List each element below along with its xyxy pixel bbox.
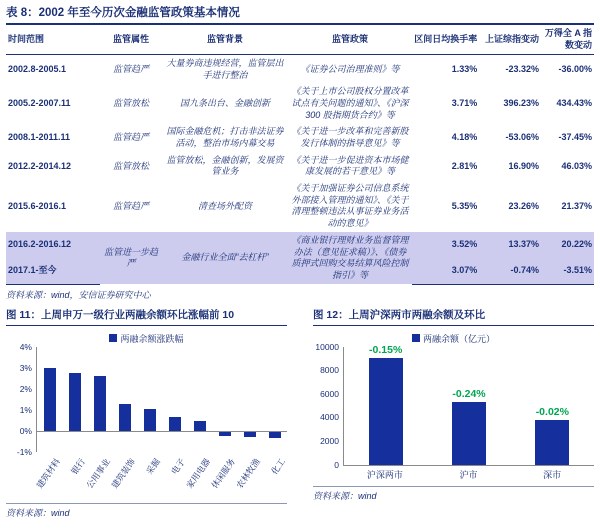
- col-header-szcomp: 上证综指变动: [479, 25, 541, 55]
- y-tick-label: 3%: [19, 362, 32, 373]
- y-axis-labels: [313, 341, 343, 470]
- bar: [535, 420, 569, 464]
- x-category-label: 建筑材料: [33, 456, 62, 490]
- x-category-label: 银行: [68, 456, 87, 476]
- cell-policy: 《关于进一步促进资本市场健康发展的若干意见》等: [291, 154, 409, 177]
- cell-szcomp: -23.32%: [505, 63, 540, 74]
- cell-attr-merged: 监管进一步趋严: [100, 232, 162, 284]
- cell-time: 2015.6-2016.1: [8, 200, 67, 211]
- x-category-label: 化工: [269, 456, 288, 476]
- cell-attr: 监管趋严: [112, 63, 149, 74]
- x-category-label: 家用电器: [184, 456, 213, 490]
- x-category-label: 农林牧渔: [234, 456, 263, 490]
- bar: [44, 368, 56, 431]
- legend-label: 两融余额涨跌幅: [120, 333, 184, 344]
- cell-szcomp: 396.23%: [503, 97, 540, 108]
- y-tick-label: 2%: [19, 383, 32, 394]
- plot-area: [343, 344, 594, 466]
- y-tick-label: 0%: [19, 425, 32, 436]
- bar: [194, 421, 206, 430]
- y-tick-label: 6000: [320, 388, 339, 399]
- bar-data-label: -0.02%: [535, 406, 569, 419]
- table-row: [6, 124, 594, 152]
- legend-label: 两融余额（亿元）: [422, 333, 495, 344]
- figure-11-source: 资料来源：wind: [6, 507, 70, 518]
- bar: [144, 409, 156, 431]
- y-tick-label: 10000: [315, 341, 339, 352]
- cell-policy-merged: 《商业银行理财业务监督管理办法（意见征求稿）》、《债券质押式回购交易结算风险控制指引》等: [288, 232, 411, 284]
- x-axis-category-labels: [343, 468, 594, 481]
- cell-attr: 监管趋严: [112, 132, 149, 143]
- col-header-wind-a: 万得全 A 指数变动: [541, 25, 594, 55]
- cell-turnover: 5.35%: [451, 200, 478, 211]
- figure-11-title: 图 11：上周申万一级行业两融余额环比涨幅前 10: [6, 307, 287, 326]
- cell-policy: 《证券公司治理准则》等: [300, 63, 400, 74]
- cell-szcomp: 23.26%: [508, 200, 540, 211]
- cell-background: 清查场外配资: [198, 200, 253, 211]
- figure-12-source: 资料来源：wind: [313, 490, 377, 501]
- cell-wind-a: -37.45%: [558, 132, 592, 143]
- table-row-highlighted: [6, 232, 594, 257]
- y-tick-label: 4%: [19, 341, 32, 352]
- cell-time: 2002.8-2005.1: [8, 63, 67, 74]
- x-category-label: 沪深两市: [366, 469, 403, 480]
- x-category-label: 深市: [543, 469, 562, 480]
- bar: [169, 417, 181, 431]
- cell-turnover: 3.07%: [412, 258, 480, 284]
- cell-wind-a: -3.51%: [541, 258, 594, 284]
- cell-time: 2016.2-2016.12: [6, 232, 100, 257]
- y-tick-label: 0: [334, 459, 339, 470]
- col-header-turnover: 区间日均换手率: [412, 25, 480, 55]
- x-category-label: 电子: [169, 456, 188, 476]
- cell-attr: 监管趋严: [112, 200, 149, 211]
- cell-turnover: 3.71%: [451, 97, 478, 108]
- table-title: 表 8：2002 年至今历次金融监管政策基本情况: [6, 3, 594, 25]
- table-source: 资料来源：wind，安信证券研究中心: [6, 289, 151, 300]
- figure-11: [6, 307, 287, 519]
- cell-turnover: 3.52%: [412, 232, 480, 257]
- y-tick-label: 4000: [320, 412, 339, 423]
- cell-szcomp: -0.74%: [479, 258, 541, 284]
- figures-row: [6, 307, 594, 519]
- plot-area: [36, 347, 287, 452]
- y-tick-label: 8000: [320, 365, 339, 376]
- policy-table: [6, 25, 594, 285]
- cell-time: 2005.2-2007.11: [8, 97, 71, 108]
- cell-background: 国九条出台、金融创新: [180, 97, 271, 108]
- cell-szcomp: -53.06%: [505, 132, 540, 143]
- cell-szcomp: 13.37%: [479, 232, 541, 257]
- cell-background-merged: 金融行业全面“去杠杆”: [162, 232, 288, 284]
- cell-background: 国际金融危机；打击非法证券活动，整治市场内幕交易: [166, 126, 284, 148]
- bar-data-label: -0.15%: [369, 344, 403, 357]
- bar: [119, 404, 131, 430]
- y-tick-label: 1%: [19, 404, 32, 415]
- col-header-reg-background: 监管背景: [162, 25, 288, 55]
- figure-12-title: 图 12：上周沪深两市两融余额及环比: [313, 307, 594, 326]
- legend-swatch-icon: [412, 334, 420, 342]
- figure-12-legend: [313, 332, 594, 345]
- figure-12: [313, 307, 594, 519]
- x-category-label: 休闲服务: [209, 456, 238, 490]
- cell-policy: 《关于进一步改革和完善新股发行体制的指导意见》等: [291, 126, 409, 148]
- cell-wind-a: 434.43%: [556, 97, 592, 108]
- cell-wind-a: 21.37%: [561, 200, 592, 211]
- cell-turnover: 2.81%: [451, 160, 478, 171]
- bar: [269, 432, 281, 438]
- col-header-time-range: 时间范围: [6, 25, 100, 55]
- bar: [244, 432, 256, 437]
- cell-attr: 监管放松: [112, 97, 149, 108]
- x-axis-category-labels: [33, 452, 288, 498]
- bar: [369, 358, 403, 464]
- cell-time: 2017.1-至今: [6, 258, 100, 284]
- figure-11-chart: [6, 341, 287, 457]
- x-category-label: 建筑装饰: [109, 456, 137, 490]
- col-header-reg-attr: 监管属性: [100, 25, 162, 55]
- x-category-label: 公用事业: [84, 456, 112, 490]
- table-row: [6, 181, 594, 233]
- cell-time: 2008.1-2011.11: [8, 132, 71, 143]
- cell-background: 大量券商违规经营，监管层出手进行整治: [166, 57, 284, 80]
- y-tick-label: 2000: [320, 435, 339, 446]
- legend-swatch-icon: [109, 334, 117, 342]
- x-category-label: 采掘: [143, 456, 162, 476]
- cell-turnover: 1.33%: [451, 63, 478, 74]
- y-tick-label: -1%: [16, 446, 32, 457]
- col-header-reg-policy: 监管政策: [288, 25, 411, 55]
- figure-12-chart: [313, 341, 594, 470]
- cell-wind-a: 46.03%: [561, 160, 592, 171]
- table-row: [6, 55, 594, 84]
- bar: [94, 376, 106, 431]
- cell-policy: 《关于上市公司股权分置改革试点有关问题的通知》、《沪深 300 股指期货合约》等: [291, 86, 409, 120]
- cell-background: 监管放松，金融创新，发展资管业务: [166, 154, 284, 177]
- table-row: [6, 152, 594, 180]
- cell-turnover: 4.18%: [451, 132, 478, 143]
- y-axis-labels: [6, 341, 36, 457]
- cell-policy: 《关于加强证券公司信息系统外部接入管理的通知》、《关于清理整顿违法从事证券业务活动的意见》: [291, 183, 409, 229]
- figure-11-legend: [6, 332, 287, 345]
- cell-szcomp: 16.90%: [508, 160, 540, 171]
- table-header-row: [6, 25, 594, 55]
- bar: [452, 402, 486, 465]
- x-category-label: 沪市: [459, 469, 478, 480]
- cell-wind-a: 20.22%: [541, 232, 594, 257]
- bar: [219, 432, 231, 436]
- cell-time: 2012.2-2014.12: [8, 160, 72, 171]
- cell-attr: 监管放松: [112, 160, 149, 171]
- bar-data-label: -0.24%: [452, 388, 486, 401]
- bar: [69, 373, 81, 431]
- cell-wind-a: -36.00%: [558, 63, 592, 74]
- table-row: [6, 84, 594, 124]
